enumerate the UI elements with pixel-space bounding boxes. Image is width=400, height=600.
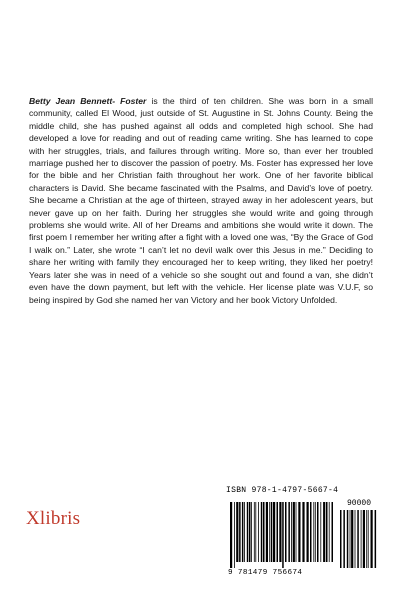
barcode-bar xyxy=(296,502,297,562)
barcode-bar xyxy=(366,510,367,568)
barcode-bar xyxy=(315,502,316,562)
barcode-bar xyxy=(277,502,279,562)
barcode xyxy=(226,496,380,580)
barcode-bar xyxy=(282,502,284,568)
barcode-bar xyxy=(258,502,259,562)
barcode-bar xyxy=(234,502,235,568)
author-biography xyxy=(29,95,373,306)
barcode-bar xyxy=(261,502,263,562)
isbn-label: ISBN 978-1-4797-5667-4 xyxy=(226,486,339,495)
barcode-bar xyxy=(363,510,365,568)
barcode-bar xyxy=(355,510,356,568)
barcode-bar xyxy=(239,502,241,562)
barcode-bar xyxy=(357,510,359,568)
barcode-bar xyxy=(317,502,319,562)
addon-number: 90000 xyxy=(346,499,371,508)
barcode-bar xyxy=(242,502,244,562)
barcode-bar xyxy=(302,502,304,562)
barcode-bar xyxy=(263,502,265,562)
barcode-bar xyxy=(249,502,251,562)
barcode-bar xyxy=(291,502,292,562)
barcode-bar xyxy=(351,510,353,568)
barcode-bar xyxy=(320,502,321,562)
barcode-bar xyxy=(313,502,314,562)
barcode-bar xyxy=(298,502,300,562)
publisher-logo: Xlibris xyxy=(26,508,81,529)
barcode-bar xyxy=(361,510,362,568)
barcode-bar xyxy=(343,510,345,568)
barcode-bar xyxy=(230,502,232,568)
barcode-bar xyxy=(326,502,328,562)
barcode-bar xyxy=(293,502,295,562)
barcode-bar xyxy=(255,502,256,562)
barcode-bar xyxy=(340,510,342,568)
barcode-bar xyxy=(273,502,275,562)
barcode-bar xyxy=(236,502,238,562)
barcode-bar xyxy=(371,510,373,568)
barcode-bar xyxy=(244,502,245,562)
author-name: Betty Jean Bennett- Foster xyxy=(29,96,147,106)
barcode-bar xyxy=(307,502,309,562)
barcode-bar xyxy=(251,502,252,562)
barcode-bar xyxy=(310,502,312,562)
barcode-bar xyxy=(323,502,325,562)
biography-text: is the third of ten children. She was born in a small community, called El Wood, just outside of St. Augustine in St. Johns County. Being the middle child, she has pushed against all odds and completed high school. She had developed a love for reading and out of reading came writing. She has learned to cope with her struggles, trials, and failures through writing. More so, than ever her troubled marriage pushed her to discover the passion of poetry. Ms. Foster has expressed her love for the bible and her Christian faith throughout her work. One of her favorite biblical characters is David. She became fascinated with the Psalms, and David’s love of poetry. She became a Christian at the age of thirteen, strayed away in her adolescent years, but never gave up on her faith. During her struggles she would write and going through problems she would write. All of her Dreams and ambitions she would write it down. The first poem I remember her writing after a fight with a loved one was, “By the Grace of God I walk on.” Later, she wrote “I can’t let no devil walk over this Jesus in me.” Deciding to share her writing with family they encouraged her to keep writing, they liked her poetry! Years later she was in need of a vehicle so she sought out and found a van, she didn’t even have the down payment, but left with the vehicle. Her license plate was V.U.F, so being inspired by God she named her van Victory and her book Victory Unfolded. xyxy=(29,96,373,305)
barcode-bar xyxy=(329,502,330,562)
barcode-bar xyxy=(375,510,377,568)
ean-number: 9 781479 756674 xyxy=(228,569,303,577)
barcode-bar xyxy=(350,510,351,568)
barcode-bar xyxy=(368,510,369,568)
barcode-bar xyxy=(269,502,270,562)
barcode-bar xyxy=(279,502,281,562)
barcode-bar xyxy=(347,510,349,568)
barcode-bar xyxy=(332,502,334,562)
barcode-bar xyxy=(288,502,290,562)
addon-barcode-icon xyxy=(340,510,378,568)
ean-barcode-icon xyxy=(230,502,336,568)
barcode-bar xyxy=(266,502,268,562)
barcode-bar xyxy=(271,502,273,562)
barcode-bar xyxy=(254,502,255,562)
barcode-bar xyxy=(285,502,287,562)
barcode-bar xyxy=(247,502,249,562)
